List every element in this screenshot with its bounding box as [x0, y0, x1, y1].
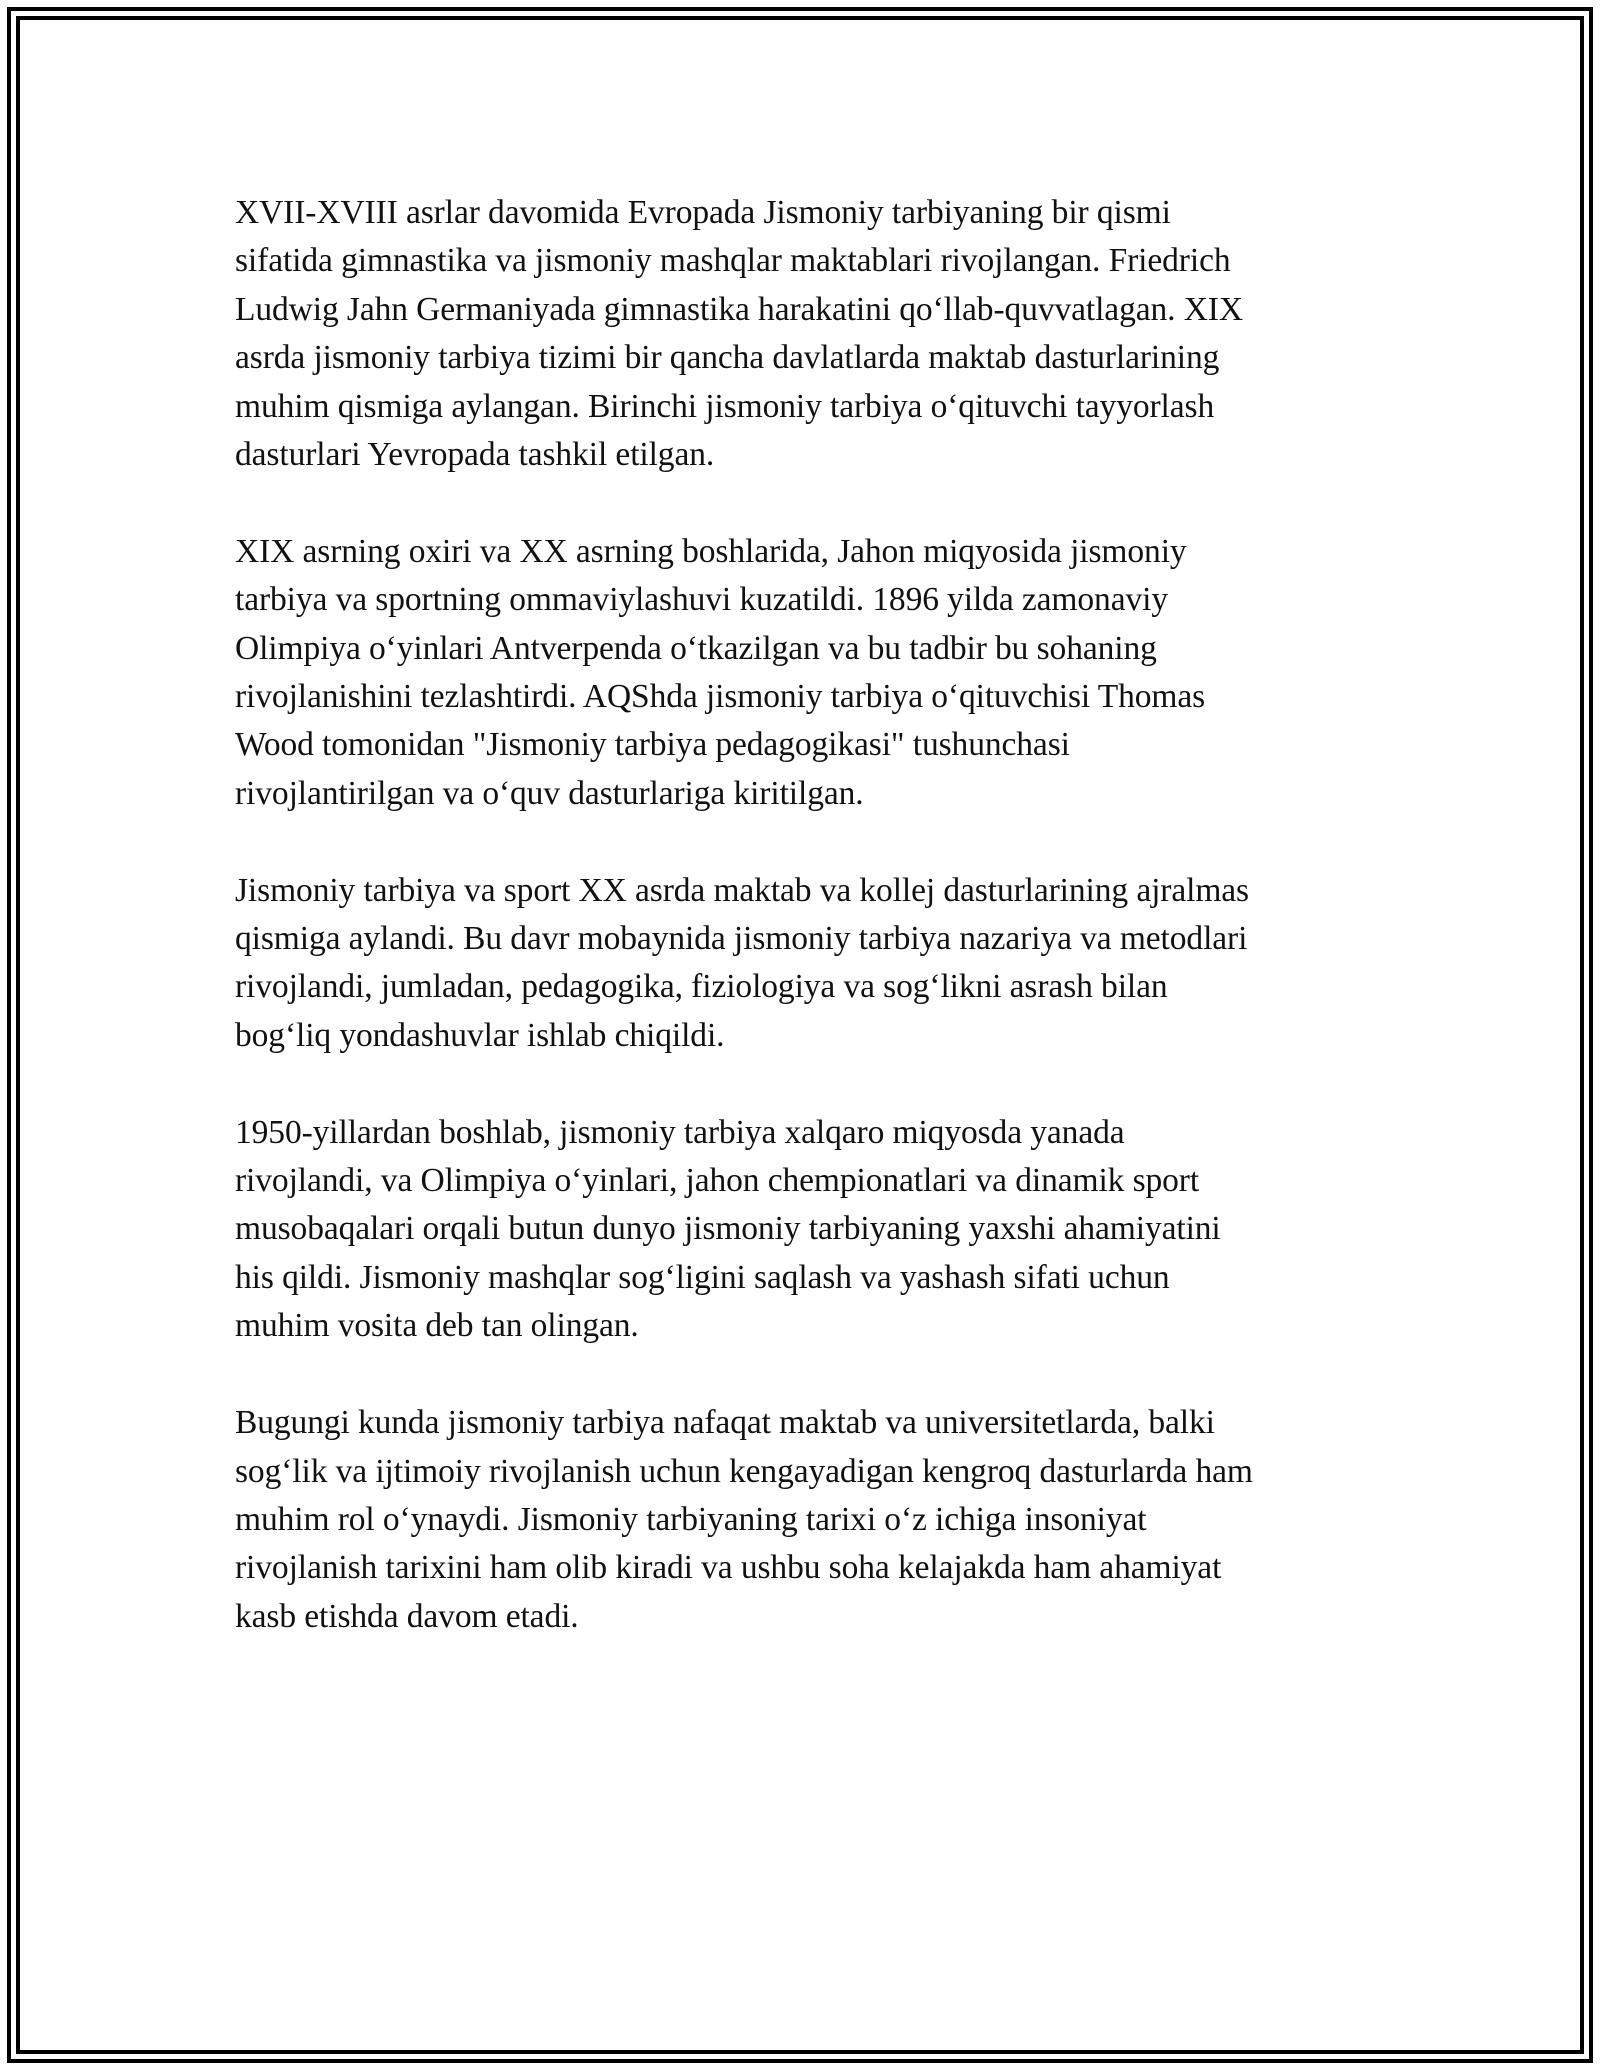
paragraph-5: Bugungi kunda jismoniy tarbiya nafaqat maktab va universitetlarda, balki sog‘lik va ijtimoiy rivojlanish uchun kengayadigan kengroq dasturlarda ham muhim rol o‘ynaydi. Jismoniy tarbiyaning tarixi o‘z ichiga insoniyat rivojlanish tarixini ham olib kiradi va ushbu soha kelajakda ham ahamiyat kasb etishda davom etadi. [235, 1404, 1253, 1635]
document-body [235, 189, 1365, 1690]
paragraph-3: Jismoniy tarbiya va sport XX asrda maktab va kollej dasturlarining ajralmas qismiga aylandi. Bu davr mobaynida jismoniy tarbiya nazariya va metodlari rivojlandi, jumladan, pedagogika, fiziologiya va sog‘likni asrash bilan bog‘liq yondashuvlar ishlab chiqildi. [235, 871, 1249, 1054]
paragraph-2: XIX asrning oxiri va XX asrning boshlarida, Jahon miqyosida jismoniy tarbiya va sportning ommaviylashuvi kuzatildi. 1896 yilda zamonaviy Olimpiya o‘yinlari Antverpenda o‘tkazilgan va bu tadbir bu sohaning rivojlanishini tezlashtirdi. AQShda jismoniy tarbiya o‘qituvchisi Thomas Wood tomonidan "Jismoniy tarbiya pedagogikasi" tushunchasi rivojlantirilgan va o‘quv dasturlariga kiritilgan. [235, 532, 1206, 812]
paragraph-1: XVII-XVIII asrlar davomida Evropada Jismoniy tarbiyaning bir qismi sifatida gimnastika va jismoniy mashqlar maktablari rivojlangan. Friedrich Ludwig Jahn Germaniyada gimnastika harakatini qo‘llab-quvvatlagan. XIX asrda jismoniy tarbiya tizimi bir qancha davlatlarda maktab dasturlarining muhim qismiga aylangan. Birinchi jismoniy tarbiya o‘qituvchi tayyorlash dasturlari Yevropada tashkil etilgan. [235, 194, 1243, 474]
paragraph-4: 1950-yillardan boshlab, jismoniy tarbiya xalqaro miqyosda yanada rivojlandi, va Olimpiya o‘yinlari, jahon chempionatlari va dinamik sport musobaqalari orqali butun dunyo jismoniy tarbiyaning yaxshi ahamiyatini his qildi. Jismoniy mashqlar sog‘ligini saqlash va yashash sifati uchun muhim vosita deb tan olingan. [235, 1113, 1221, 1345]
